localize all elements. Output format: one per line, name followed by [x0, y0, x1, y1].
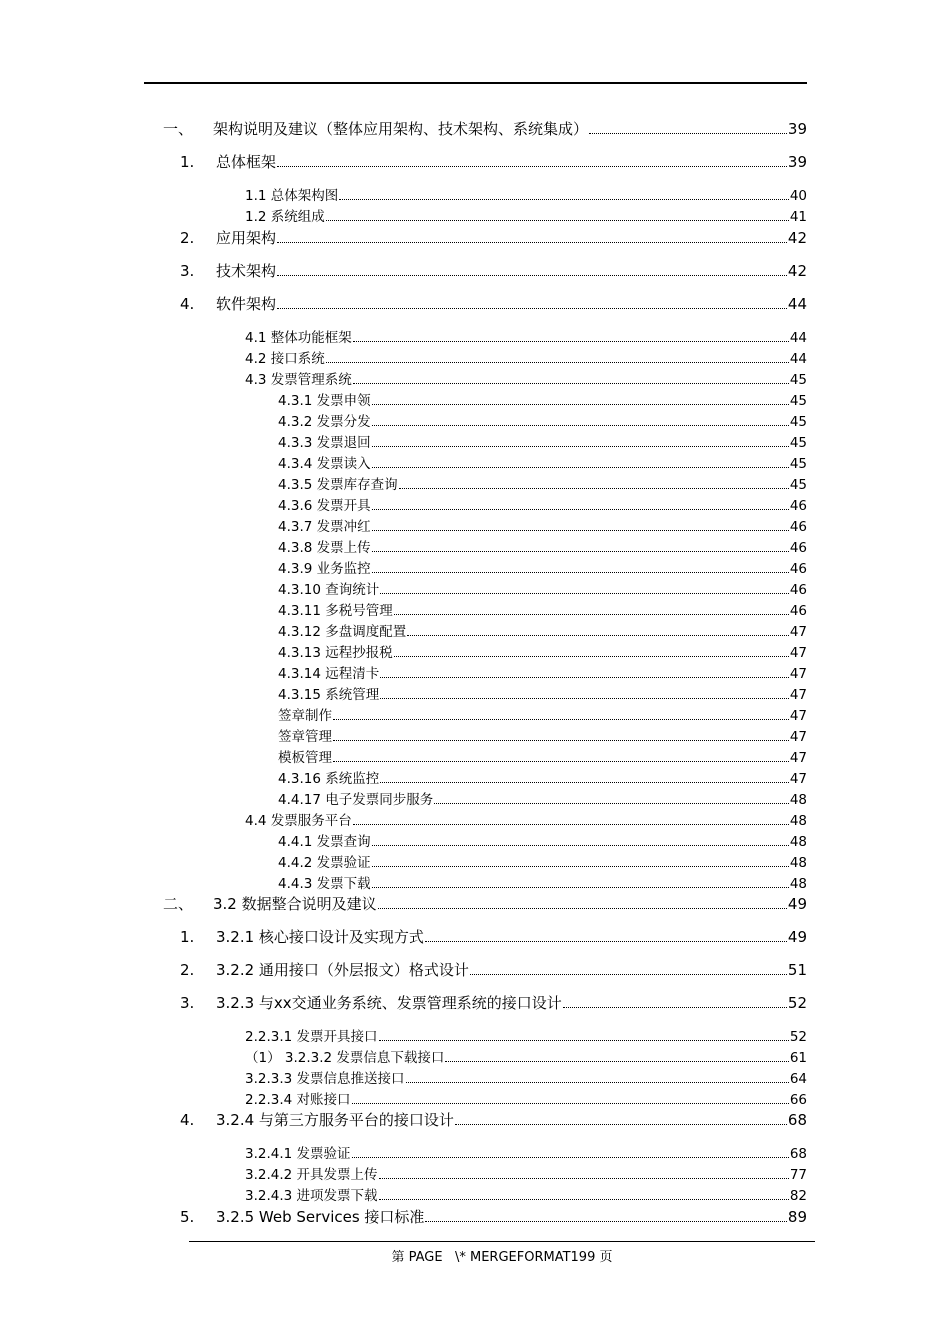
toc-dot-leader: [372, 866, 789, 867]
toc-entry[interactable]: [180, 1206, 807, 1227]
toc-entry-title: 3.2.4.1 发票验证: [245, 1146, 351, 1162]
toc-entry-page: 44: [787, 295, 807, 313]
toc-entry-title: 3.2.3.3 发票信息推送接口: [245, 1071, 405, 1087]
toc-entry[interactable]: [278, 431, 807, 451]
toc-entry-title: 4.3.10 查询统计: [278, 582, 380, 598]
toc-entry-number: 2.: [180, 229, 195, 247]
toc-dot-leader: [352, 1103, 789, 1104]
toc-entry[interactable]: [278, 851, 807, 871]
toc-entry-title: 应用架构: [216, 229, 277, 247]
toc-entry-title: 3.2.5 Web Services 接口标准: [216, 1208, 425, 1226]
toc-entry-title: 4.4 发票服务平台: [245, 813, 352, 829]
toc-entry-page: 47: [789, 750, 807, 766]
toc-entry[interactable]: [245, 1046, 807, 1066]
toc-entry-page: 82: [789, 1188, 807, 1204]
toc-entry-title: 2.2.3.4 对账接口: [245, 1092, 351, 1108]
toc-dot-leader: [399, 488, 789, 489]
toc-entry-page: 46: [789, 603, 807, 619]
toc-entry-page: 46: [789, 498, 807, 514]
toc-entry-page: 42: [787, 262, 807, 280]
toc-dot-leader: [372, 551, 789, 552]
toc-entry-page: 46: [789, 540, 807, 556]
toc-entry[interactable]: [278, 473, 807, 493]
toc-entry-page: 45: [789, 477, 807, 493]
toc-entry-title: 4.4.3 发票下载: [278, 876, 371, 892]
toc-dot-leader: [372, 845, 789, 846]
toc-dot-leader: [445, 1061, 788, 1062]
toc-entry-page: 48: [789, 834, 807, 850]
toc-entry-page: 47: [789, 687, 807, 703]
toc-entry[interactable]: [180, 992, 807, 1013]
toc-dot-leader: [277, 275, 787, 276]
toc-dot-leader: [277, 166, 787, 167]
toc-dot-leader: [380, 698, 789, 699]
toc-dot-leader: [333, 740, 789, 741]
toc-entry-page: 42: [787, 229, 807, 247]
toc-entry[interactable]: [245, 1142, 807, 1162]
toc-entry-title: 4.4.2 发票验证: [278, 855, 371, 871]
toc-entry[interactable]: [245, 1067, 807, 1087]
toc-entry-page: 47: [789, 624, 807, 640]
toc-entry[interactable]: [163, 893, 807, 914]
toc-entry-title: 4.4.17 电子发票同步服务: [278, 792, 434, 808]
toc-entry-title: 3.2.4.2 开具发票上传: [245, 1167, 378, 1183]
toc-entry-title: 4.3.4 发票读入: [278, 456, 371, 472]
toc-entry-title: 3.2.4.3 进项发票下载: [245, 1188, 378, 1204]
toc-dot-leader: [379, 1199, 789, 1200]
toc-entry[interactable]: [245, 1025, 807, 1045]
toc-entry-page: 44: [789, 330, 807, 346]
toc-entry-page: 47: [789, 771, 807, 787]
toc-entry-title: 4.3 发票管理系统: [245, 372, 352, 388]
toc-dot-leader: [394, 656, 789, 657]
toc-entry-number: 4.: [180, 1111, 195, 1129]
toc-entry-page: 45: [789, 414, 807, 430]
toc-dot-leader: [425, 1221, 786, 1222]
toc-entry-title: 4.3.5 发票库存查询: [278, 477, 398, 493]
toc-entry-page: 41: [789, 209, 807, 225]
toc-entry-page: 48: [789, 855, 807, 871]
toc-dot-leader: [353, 824, 789, 825]
toc-dot-leader: [339, 199, 789, 200]
footer-rule: [189, 1241, 815, 1242]
toc-entry-title: 3.2.3 与xx交通业务系统、发票管理系统的接口设计: [216, 994, 562, 1012]
toc-entry[interactable]: [180, 260, 807, 281]
toc-entry[interactable]: [180, 959, 807, 980]
toc-entry[interactable]: [278, 410, 807, 430]
toc-entry[interactable]: [278, 788, 807, 808]
toc-entry-page: 89: [787, 1208, 807, 1226]
toc-dot-leader: [455, 1124, 787, 1125]
toc-entry[interactable]: [180, 227, 807, 248]
toc-entry-page: 68: [787, 1111, 807, 1129]
toc-entry[interactable]: [278, 557, 807, 577]
toc-entry[interactable]: [278, 830, 807, 850]
toc-dot-leader: [372, 425, 789, 426]
toc-entry-page: 46: [789, 519, 807, 535]
toc-entry-page: 68: [789, 1146, 807, 1162]
toc-entry-title: 4.3.3 发票退回: [278, 435, 371, 451]
toc-entry-title: 软件架构: [216, 295, 277, 313]
toc-entry-page: 48: [789, 792, 807, 808]
toc-entry-page: 47: [789, 708, 807, 724]
toc-entry[interactable]: [278, 725, 807, 745]
toc-entry-title: 4.3.1 发票申领: [278, 393, 371, 409]
toc-dot-leader: [326, 362, 789, 363]
toc-entry[interactable]: [278, 641, 807, 661]
toc-entry[interactable]: [278, 683, 807, 703]
toc-entry[interactable]: [245, 809, 807, 829]
toc-entry-title: （1） 3.2.3.2 发票信息下载接口: [245, 1050, 445, 1066]
toc-dot-leader: [589, 133, 787, 134]
toc-entry-title: 4.3.13 远程抄报税: [278, 645, 393, 661]
toc-entry-page: 46: [789, 582, 807, 598]
toc-dot-leader: [380, 593, 789, 594]
toc-dot-leader: [379, 1040, 789, 1041]
toc-entry-page: 45: [789, 372, 807, 388]
toc-entry[interactable]: [278, 515, 807, 535]
toc-entry-page: 39: [787, 153, 807, 171]
toc-entry-page: 40: [789, 188, 807, 204]
toc-entry-page: 48: [789, 813, 807, 829]
toc-entry-page: 39: [787, 120, 807, 138]
toc-entry-title: 4.3.8 发票上传: [278, 540, 371, 556]
toc-entry[interactable]: [278, 389, 807, 409]
toc-entry-number: 2.: [180, 961, 195, 979]
toc-entry-title: 1.2 系统组成: [245, 209, 325, 225]
toc-dot-leader: [407, 635, 789, 636]
toc-entry[interactable]: [278, 662, 807, 682]
toc-entry-title: 3.2.1 核心接口设计及实现方式: [216, 928, 424, 946]
toc-entry[interactable]: [278, 746, 807, 766]
toc-dot-leader: [470, 974, 787, 975]
toc-dot-leader: [406, 1082, 789, 1083]
toc-dot-leader: [353, 383, 789, 384]
toc-entry[interactable]: [245, 1184, 807, 1204]
toc-entry-page: 52: [789, 1029, 807, 1045]
toc-entry[interactable]: [278, 599, 807, 619]
toc-entry-title: 3.2.4 与第三方服务平台的接口设计: [216, 1111, 454, 1129]
toc-dot-leader: [372, 530, 789, 531]
toc-entry[interactable]: [245, 184, 807, 204]
toc-entry-number: 3.: [180, 262, 195, 280]
toc-entry-title: 3.2 数据整合说明及建议: [213, 895, 377, 913]
toc-dot-leader: [326, 220, 789, 221]
toc-entry-page: 45: [789, 435, 807, 451]
toc-entry[interactable]: [278, 872, 807, 892]
toc-entry[interactable]: [245, 368, 807, 388]
toc-entry[interactable]: [245, 347, 807, 367]
toc-entry-title: 签章管理: [278, 729, 332, 745]
toc-entry-page: 47: [789, 666, 807, 682]
toc-dot-leader: [333, 719, 789, 720]
toc-dot-leader: [372, 446, 789, 447]
toc-entry-page: 77: [789, 1167, 807, 1183]
toc-dot-leader: [372, 467, 789, 468]
toc-dot-leader: [380, 677, 789, 678]
toc-dot-leader: [425, 941, 787, 942]
toc-dot-leader: [372, 572, 789, 573]
toc-entry[interactable]: [245, 1088, 807, 1108]
toc-entry[interactable]: [245, 326, 807, 346]
toc-entry-number: 1.: [180, 928, 195, 946]
footer-text: 第 PAGE \* MERGEFORMAT199 页: [391, 1250, 613, 1265]
toc-dot-leader: [563, 1007, 787, 1008]
toc-entry-title: 技术架构: [216, 262, 277, 280]
toc-entry-title: 4.3.14 远程清卡: [278, 666, 380, 682]
toc-entry-title: 4.4.1 发票查询: [278, 834, 371, 850]
toc-entry-page: 51: [787, 961, 807, 979]
toc-entry-title: 4.3.6 发票开具: [278, 498, 371, 514]
toc-entry-title: 架构说明及建议（整体应用架构、技术架构、系统集成）: [213, 120, 589, 138]
toc-entry-page: 49: [787, 895, 807, 913]
toc-entry-page: 66: [789, 1092, 807, 1108]
toc-dot-leader: [333, 761, 789, 762]
toc-entry-page: 47: [789, 729, 807, 745]
toc-entry[interactable]: [180, 926, 807, 947]
toc-entry-page: 47: [789, 645, 807, 661]
toc-entry-title: 3.2.2 通用接口（外层报文）格式设计: [216, 961, 469, 979]
toc-entry[interactable]: [245, 1163, 807, 1183]
toc-entry-title: 4.3.7 发票冲红: [278, 519, 371, 535]
toc-entry-page: 46: [789, 561, 807, 577]
toc-entry-title: 1.1 总体架构图: [245, 188, 339, 204]
toc-entry-page: 64: [789, 1071, 807, 1087]
toc-entry-title: 签章制作: [278, 708, 332, 724]
toc-entry-number: 一、: [163, 120, 194, 138]
toc-entry-page: 48: [789, 876, 807, 892]
toc-dot-leader: [277, 308, 787, 309]
toc-entry-title: 4.3.2 发票分发: [278, 414, 371, 430]
toc-entry-title: 4.2 接口系统: [245, 351, 325, 367]
toc-entry[interactable]: [245, 205, 807, 225]
toc-dot-leader: [372, 404, 789, 405]
toc-entry[interactable]: [278, 452, 807, 472]
toc-entry-number: 5.: [180, 1208, 195, 1226]
toc-dot-leader: [353, 341, 789, 342]
toc-entry-title: 总体框架: [216, 153, 277, 171]
toc-entry[interactable]: [180, 1109, 807, 1130]
toc-entry[interactable]: [278, 620, 807, 640]
toc-dot-leader: [352, 1157, 789, 1158]
toc-entry-title: 4.3.12 多盘调度配置: [278, 624, 407, 640]
toc-entry-page: 45: [789, 393, 807, 409]
toc-entry-title: 4.3.16 系统监控: [278, 771, 380, 787]
toc-entry[interactable]: [180, 151, 807, 172]
toc-dot-leader: [372, 509, 789, 510]
toc-dot-leader: [380, 782, 789, 783]
toc-dot-leader: [372, 887, 789, 888]
toc-entry[interactable]: [278, 704, 807, 724]
toc-entry-number: 1.: [180, 153, 195, 171]
toc-dot-leader: [378, 908, 787, 909]
toc-entry-page: 52: [787, 994, 807, 1012]
toc-entry[interactable]: [180, 293, 807, 314]
toc-dot-leader: [394, 614, 789, 615]
toc-entry[interactable]: [278, 767, 807, 787]
toc-dot-leader: [434, 803, 789, 804]
toc-entry-page: 44: [789, 351, 807, 367]
toc-entry-page: 49: [787, 928, 807, 946]
toc-entry-title: 4.3.9 业务监控: [278, 561, 371, 577]
toc-entry-title: 4.3.15 系统管理: [278, 687, 380, 703]
toc-entry-number: 4.: [180, 295, 195, 313]
toc-entry[interactable]: [278, 494, 807, 514]
toc-entry-title: 模板管理: [278, 750, 332, 766]
toc-dot-leader: [379, 1178, 789, 1179]
toc-entry[interactable]: [278, 536, 807, 556]
toc-entry-number: 二、: [163, 895, 194, 913]
toc-entry-title: 4.3.11 多税号管理: [278, 603, 393, 619]
toc-entry-page: 45: [789, 456, 807, 472]
toc-entry-number: 3.: [180, 994, 195, 1012]
toc-entry-title: 4.1 整体功能框架: [245, 330, 352, 346]
toc-entry[interactable]: [163, 118, 807, 139]
toc-entry[interactable]: [278, 578, 807, 598]
toc-entry-page: 61: [789, 1050, 807, 1066]
page-footer: [189, 1246, 815, 1265]
toc-entry-title: 2.2.3.1 发票开具接口: [245, 1029, 378, 1045]
toc-dot-leader: [277, 242, 787, 243]
